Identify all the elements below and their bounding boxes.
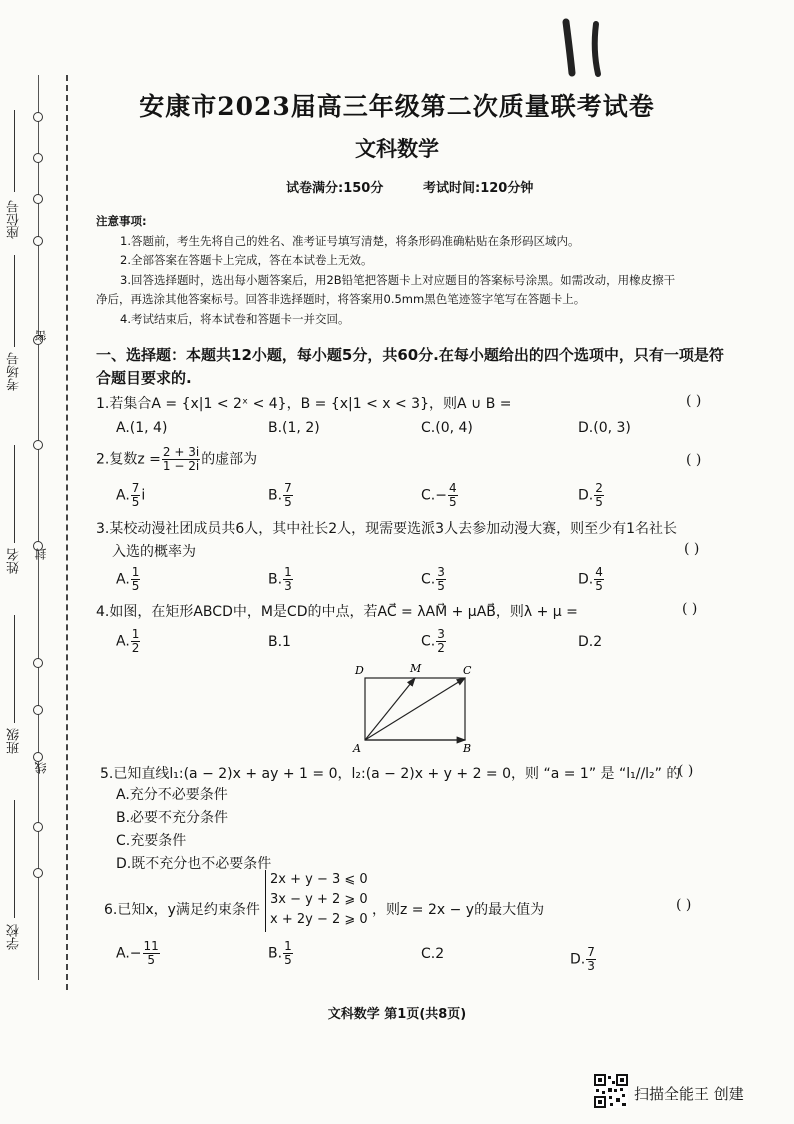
binding-hole bbox=[33, 705, 43, 715]
label-c: C bbox=[463, 664, 472, 677]
full-score: 试卷满分:150分 bbox=[286, 181, 384, 196]
q2-option-c[interactable] bbox=[421, 482, 459, 509]
q6-a-label: A.− bbox=[116, 945, 142, 962]
name-label: 姓名 bbox=[7, 548, 22, 574]
scanner-watermark: 扫描全能王 创建 bbox=[634, 1085, 744, 1103]
q1-option-d[interactable]: D.(0, 3) bbox=[578, 420, 631, 436]
exam-title: 安康市2023届高三年级第二次质量联考试卷 bbox=[139, 92, 655, 121]
cut-dashed-line bbox=[66, 75, 68, 990]
q1-answer-blank[interactable]: ( ) bbox=[686, 393, 702, 409]
page-footer: 文科数学 第1页(共8页) bbox=[327, 1007, 467, 1022]
q6-b-num: 1 bbox=[284, 939, 292, 953]
q3-a-den: 5 bbox=[131, 579, 140, 593]
q3-c-num: 3 bbox=[437, 565, 445, 579]
label-b: B bbox=[463, 742, 472, 755]
q6-constraint-system bbox=[265, 870, 368, 932]
q2-d-num: 2 bbox=[595, 481, 603, 495]
note-3a: 3.回答选择题时，选出每小题答案后，用2B铅笔把答题卡上对应题目的答案标号涂黑。如需改动，用橡皮擦干 bbox=[120, 273, 676, 287]
q6-d-den: 3 bbox=[587, 959, 595, 973]
note-1: 1.答题前，考生先将自己的姓名、准考证号填写清楚，将条形码准确粘贴在条形码区域内。 bbox=[120, 234, 580, 248]
q6-stem-pre: 6.已知x，y满足约束条件 bbox=[104, 902, 260, 918]
q5-option-a[interactable]: A.充分不必要条件 bbox=[116, 787, 228, 803]
q5-stem: 5.已知直线l₁:(a − 2)x + ay + 1 = 0，l₂:(a − 2)x + y + 2 = 0，则 “a = 1” 是 “l₁//l₂” 的 bbox=[100, 766, 681, 782]
q4-rectangle-figure bbox=[350, 660, 480, 756]
vector-am bbox=[365, 678, 415, 740]
q6-answer-blank[interactable]: ( ) bbox=[676, 897, 692, 913]
q2-c-den: 5 bbox=[448, 495, 457, 509]
q1-stem: 1.若集合A = {x|1 < 2ˣ < 4}，B = {x|1 < x < 3}，则A ∪ B = bbox=[96, 396, 512, 412]
exam-subject: 文科数学 bbox=[355, 137, 439, 161]
q4-c-label: C. bbox=[421, 633, 436, 650]
q2-stem-pre: 2.复数z = bbox=[96, 451, 161, 468]
q2-c-label: C.− bbox=[421, 487, 447, 504]
q4-stem: 4.如图，在矩形ABCD中，M是CD的中点，若AC⃗ = λAM⃗ + μAB⃗，则λ + μ = bbox=[96, 604, 578, 620]
q1-option-b[interactable]: B.(1, 2) bbox=[268, 420, 320, 436]
q2-b-den: 5 bbox=[284, 495, 292, 509]
q2-fraction bbox=[162, 446, 200, 473]
q2-stem bbox=[96, 446, 257, 473]
q6-constraint-2: 3x − y + 2 ⩾ 0 bbox=[270, 892, 368, 907]
q2-a-label: A. bbox=[116, 487, 130, 504]
q5-option-d[interactable]: D.既不充分也不必要条件 bbox=[116, 856, 272, 872]
q4-a-den: 2 bbox=[131, 641, 140, 655]
q4-a-label: A. bbox=[116, 633, 130, 650]
vector-ac bbox=[365, 678, 465, 740]
q3-d-num: 4 bbox=[595, 565, 603, 579]
q2-stem-post: 的虚部为 bbox=[201, 451, 258, 468]
seal-mark-feng: 封 bbox=[34, 548, 48, 560]
q3-b-den: 3 bbox=[284, 579, 292, 593]
q6-a-den: 5 bbox=[147, 953, 155, 967]
q2-answer-blank[interactable]: ( ) bbox=[686, 452, 702, 468]
q4-option-a[interactable] bbox=[116, 628, 141, 655]
q2-option-b[interactable] bbox=[268, 482, 294, 509]
q6-option-b[interactable] bbox=[268, 940, 294, 967]
q1-option-c[interactable]: C.(0, 4) bbox=[421, 420, 473, 436]
class-field[interactable] bbox=[14, 615, 15, 723]
seat-number-label: 座位号 bbox=[7, 200, 22, 239]
q2-a-den: 5 bbox=[131, 495, 140, 509]
q3-answer-blank[interactable]: ( ) bbox=[684, 541, 700, 557]
qr-code-icon bbox=[594, 1074, 628, 1108]
q6-b-den: 5 bbox=[284, 953, 292, 967]
q4-a-num: 1 bbox=[131, 627, 140, 641]
scan-smudge-mark bbox=[558, 18, 618, 80]
school-field[interactable] bbox=[14, 800, 15, 918]
seal-mark-xian: 线 bbox=[34, 762, 48, 774]
q3-d-label: D. bbox=[578, 571, 594, 588]
q4-c-num: 3 bbox=[437, 627, 445, 641]
q2-denominator: 1 − 2i bbox=[162, 459, 200, 473]
q2-option-d[interactable] bbox=[578, 482, 605, 509]
q6-option-a[interactable] bbox=[116, 940, 161, 967]
label-a: A bbox=[353, 742, 361, 755]
q6-option-d[interactable] bbox=[570, 946, 597, 973]
q6-d-label: D. bbox=[570, 951, 586, 968]
q3-stem-line-1: 3.某校动漫社团成员共6人，其中社长2人，现需要选派3人去参加动漫大赛，则至少有1名社长 bbox=[96, 521, 677, 537]
q6-constraint-3: x + 2y − 2 ⩾ 0 bbox=[270, 912, 368, 927]
q4-option-d[interactable]: D.2 bbox=[578, 634, 603, 650]
q3-a-label: A. bbox=[116, 571, 130, 588]
binding-hole bbox=[33, 236, 43, 246]
q4-option-b[interactable]: B.1 bbox=[268, 634, 291, 650]
q2-d-den: 5 bbox=[595, 495, 603, 509]
q3-b-label: B. bbox=[268, 571, 283, 588]
q6-stem-post: ，则z = 2x − y的最大值为 bbox=[372, 902, 545, 918]
binding-margin-line bbox=[38, 75, 39, 980]
q2-b-num: 7 bbox=[284, 481, 292, 495]
q2-numerator: 2 + 3i bbox=[162, 445, 200, 459]
section-1-line-1: 一、选择题：本题共12小题，每小题5分，共60分.在每小题给出的四个选项中，只有一项是符 bbox=[96, 346, 724, 364]
label-m: M bbox=[410, 662, 422, 675]
binding-hole bbox=[33, 822, 43, 832]
q6-option-c[interactable]: C.2 bbox=[421, 946, 445, 962]
q3-stem-line-2: 入选的概率为 bbox=[112, 544, 196, 560]
binding-hole bbox=[33, 440, 43, 450]
q2-c-num: 4 bbox=[448, 481, 457, 495]
exam-room-field[interactable] bbox=[14, 255, 15, 347]
q2-a-num: 7 bbox=[131, 481, 140, 495]
note-4: 4.考试结束后，将本试卷和答题卡一并交回。 bbox=[120, 312, 350, 326]
q2-option-a[interactable] bbox=[116, 482, 145, 509]
q3-a-num: 1 bbox=[131, 565, 140, 579]
q2-d-label: D. bbox=[578, 487, 594, 504]
q3-c-den: 5 bbox=[437, 579, 445, 593]
q2-b-label: B. bbox=[268, 487, 283, 504]
seal-mark-mi: 密 bbox=[34, 330, 48, 342]
q1-option-a[interactable]: A.(1, 4) bbox=[116, 420, 168, 436]
binding-hole bbox=[33, 658, 43, 668]
q2-a-suffix: i bbox=[141, 487, 146, 504]
note-2: 2.全部答案在答题卡上完成，答在本试卷上无效。 bbox=[120, 253, 373, 267]
q3-option-d[interactable] bbox=[578, 566, 605, 593]
q5-answer-blank[interactable]: ( ) bbox=[678, 763, 694, 779]
q4-option-c[interactable] bbox=[421, 628, 447, 655]
q3-c-label: C. bbox=[421, 571, 436, 588]
q5-option-b[interactable]: B.必要不充分条件 bbox=[116, 810, 229, 826]
name-field[interactable] bbox=[14, 445, 15, 543]
exam-time: 考试时间:120分钟 bbox=[423, 181, 534, 196]
q6-constraint-1: 2x + y − 3 ⩽ 0 bbox=[270, 872, 368, 887]
label-d: D bbox=[355, 664, 364, 677]
class-label: 班级 bbox=[7, 728, 22, 754]
note-3b: 净后，再选涂其他答案标号。回答非选择题时，将答案用0.5mm黑色笔迹签字笔写在答题卡上。 bbox=[96, 292, 586, 306]
q6-b-label: B. bbox=[268, 945, 283, 962]
q6-a-num: 11 bbox=[143, 939, 159, 953]
school-label: 学校 bbox=[7, 924, 22, 950]
q5-option-c[interactable]: C.充要条件 bbox=[116, 833, 187, 849]
notes-heading: 注意事项: bbox=[96, 214, 147, 228]
q3-option-c[interactable] bbox=[421, 566, 447, 593]
q3-option-a[interactable] bbox=[116, 566, 141, 593]
binding-hole bbox=[33, 194, 43, 204]
q4-c-den: 2 bbox=[437, 641, 445, 655]
binding-hole bbox=[33, 752, 43, 762]
q3-d-den: 5 bbox=[595, 579, 603, 593]
q3-option-b[interactable] bbox=[268, 566, 294, 593]
q4-answer-blank[interactable]: ( ) bbox=[682, 601, 698, 617]
exam-room-label: 考场号 bbox=[7, 352, 22, 391]
binding-hole bbox=[33, 868, 43, 878]
q6-d-num: 7 bbox=[587, 945, 595, 959]
section-1-line-2: 合题目要求的. bbox=[96, 369, 192, 387]
q3-b-num: 1 bbox=[284, 565, 292, 579]
